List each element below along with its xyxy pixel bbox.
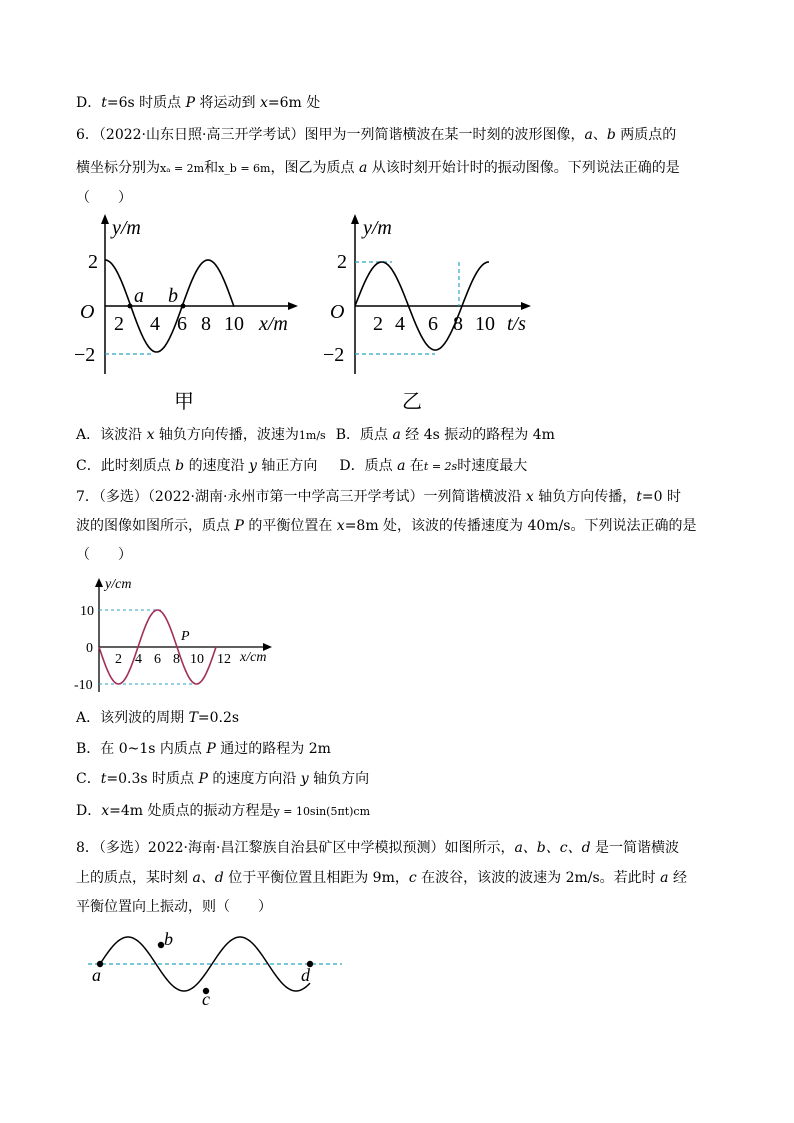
yi-xtick: 6 [428,313,438,335]
yi-xtick: 2 [373,313,383,335]
q7-stem-line1: 7．（多选）（2022·湖南·永州市第一中学高三开学考试）一列简谐横波沿 x 轴负方向传播，t=0 时 [76,489,681,505]
q8-stem-line2: 上的质点，某时刻 a、d 位于平衡位置且相距为 9m，c 在波谷，该波的波速为 2m/s。若此时 a 经 [76,870,687,886]
q6-options-ab: A．该波沿 x 轴负方向传播，波速为1m/s B．质点 a 经 4s 振动的路程为 4m [76,427,555,443]
yi-y-pos: 2 [337,251,347,273]
xa-formula: xₐ = 2m [160,162,205,175]
jia-xtick: 4 [150,313,160,335]
jia-xtick: 8 [201,313,211,335]
yi-origin: O [330,301,345,323]
q8-label-b: b [164,929,173,949]
jia-y-neg: −2 [74,344,96,366]
q7-xtick: 2 [115,652,122,667]
xb-formula: x_b = 6m [218,162,271,175]
yi-xlabel: t/s [507,313,526,335]
q7-y-neg: -10 [74,678,93,693]
q6-graph-jia [72,212,312,412]
q7-option-d: D．x=4m 处质点的振动方程是y = 10sin(5πt)cm [76,803,371,819]
jia-point-a: a [134,285,144,307]
q7-origin: 0 [86,641,93,656]
q8-label-a: a [92,965,101,985]
yi-caption: 乙 [402,391,422,413]
q8-label-d: d [301,965,310,985]
q7-option-a: A．该列波的周期 T=0.2s [76,710,240,726]
q8-wave-diagram [86,923,346,1013]
q7-option-b: B．在 0~1s 内质点 P 通过的路程为 2m [76,741,331,757]
jia-y-pos: 2 [88,251,98,273]
jia-ylabel: y/m [112,217,141,239]
q7-xtick: 4 [135,652,142,667]
yi-xtick: 8 [453,313,463,335]
jia-xtick: 10 [224,313,244,335]
q6-stem-line1: 6．（2022·山东日照·高三开学考试）图甲为一列简谐横波在某一时刻的波形图像，a、b 两质点的 [76,127,677,143]
jia-caption: 甲 [174,391,194,413]
q7-ylabel: y/cm [105,577,132,592]
q7-paren: （ ） [76,547,132,563]
q6-stem-line2: 横坐标分别为xₐ = 2m和x_b = 6m，图乙为质点 a 从该时刻开始计时的振动图像。下列说法正确的是 [76,160,680,176]
q6-options-cd: C．此时刻质点 b 的速度沿 y 轴正方向 D．质点 a 在t = 2s时速度最大 [76,458,528,474]
q7-stem-line2: 波的图像如图所示，质点 P 的平衡位置在 x=8m 处，该波的传播速度为 40m/s。下列说法正确的是 [76,518,697,534]
q8-stem-line3: 平衡位置向上振动，则（ ） [76,899,272,915]
q7-point-P: P [181,629,190,644]
yi-y-neg: −2 [323,344,345,366]
yi-ylabel: y/m [363,217,392,239]
q7-y-pos: 10 [80,604,94,619]
q7-xtick: 12 [217,652,231,667]
yi-xtick: 10 [475,313,495,335]
q6-graph-yi [325,212,545,412]
yi-xtick: 4 [395,313,405,335]
q7-graph [76,574,286,694]
q7-xtick: 10 [190,652,204,667]
q8-label-c: c [202,989,210,1009]
q7-xlabel: x/cm [240,650,267,665]
q6-paren: （ ） [76,190,132,206]
jia-xtick: 6 [177,313,187,335]
q7-xtick: 6 [154,652,161,667]
jia-origin: O [80,301,95,323]
jia-xtick: 2 [114,313,124,335]
q7-xtick: 8 [173,652,180,667]
jia-point-b: b [168,285,178,307]
jia-xlabel: x/m [259,313,288,335]
q8-stem-line1: 8．（多选）2022·海南·昌江黎族自治县矿区中学模拟预测）如图所示，a、b、c、d 是一简谐横波 [76,840,680,856]
q7-option-c: C．t=0.3s 时质点 P 的速度方向沿 y 轴负方向 [76,771,370,787]
q5-option-d: D．t=6s 时质点 P 将运动到 x=6m 处 [76,95,321,111]
